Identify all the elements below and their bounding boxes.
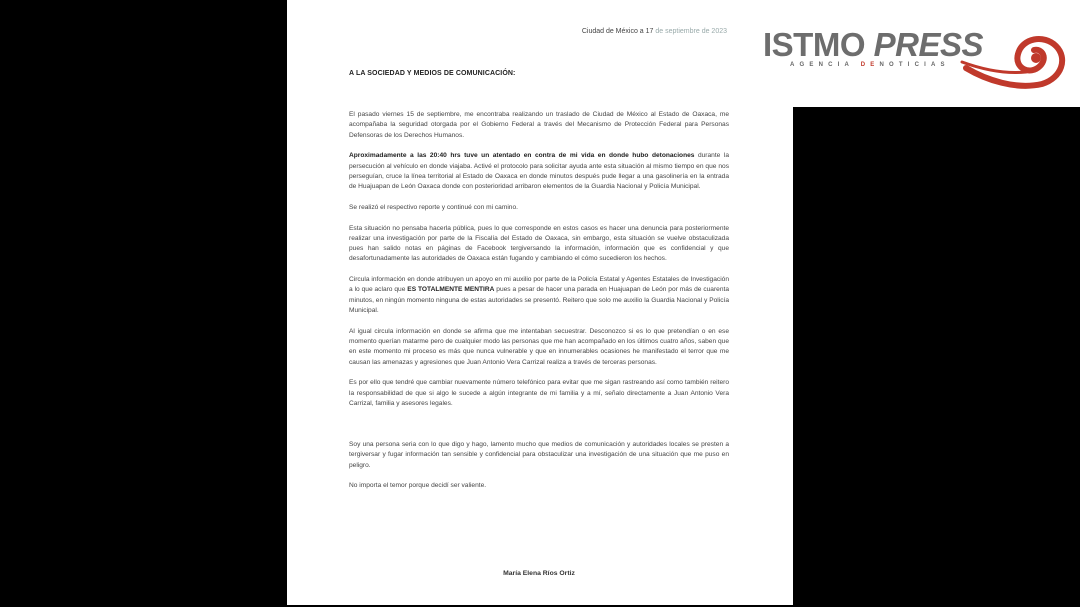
paragraph-8: Soy una persona seria con lo que digo y hago, lamento mucho que medios de comunicación y autoridades locales se presten a tergiversar y fugar información tan sensible y confidencial para obstaculizar una investigación de una situación que me puso en peligro. [349, 441, 729, 469]
letter-heading: A LA SOCIEDAD Y MEDIOS DE COMUNICACIÓN: [349, 70, 516, 77]
letter-page [287, 0, 793, 605]
paragraph-7: Es por ello que tendré que cambiar nuevamente número telefónico para evitar que me sigan rastreando así como también reitero la responsabilidad de que si algo le sucede a algún integrante de mi familia y a mí, señalo directamente a Juan Antonio Vera Carrizal, familia y asesores legales. [349, 379, 729, 407]
spiral-logo-icon [956, 18, 1072, 102]
paragraph-5: Circula información en donde atribuyen un apoyo en mi auxilio por parte de la Policía Estatal y Agentes Estatales de Investigación a lo que aclaro que ES TOTALMENTE MENTIRA pues a pesar de hacer una parada en Huajuapan de León por más de cuarenta minutos, en ningún momento ninguna de estas autoridades se presentó. Reitero que solo me auxilio la Guardia Nacional y Policía Municipal. [349, 276, 730, 315]
paragraph-3: Se realizó el respectivo reporte y continué con mi camino. [349, 203, 518, 211]
paragraph-4: Esta situación no pensaba hacerla pública, pues lo que corresponde en estos casos es hacer una denuncia para posteriormente realizar una investigación por parte de la Fiscalía del Estado de Oaxaca, sin embargo, esta situación se vuelve obstaculizada pues han salido notas en páginas de Facebook tergiversando la información, información que es confidencial y que desafortunadamente las autoridades de Oaxaca están fugando y cambiando el cómo sucedieron los hechos. [349, 224, 729, 263]
paragraph-9: No importa el temor porque decidí ser valiente. [349, 482, 487, 490]
logo-tagline: AGENCIA DENOTICIAS [790, 62, 950, 68]
watermark-logo [763, 0, 1080, 107]
paragraph-2: Aproximadamente a las 20:40 hrs tuve un atentado en contra de mi vida en donde hubo detonaciones durante la persecución al vehículo en donde viajaba. Activé el protocolo para solicitar ayuda ante esta situación al mismo tiempo en que nos perseguían, cruce la línea territorial al Estado de Oaxaca en donde minutos después pude llegar a una gasolinería en la entrada de Huajuapan de León Oaxaca donde con posterioridad arribaron elementos de la Guardia Nacional y Policía Municipal. [349, 152, 729, 191]
letter-body [349, 110, 729, 502]
letter-date: Ciudad de México a 17 de septiembre de 2023 [581, 28, 727, 35]
paragraph-6: Al igual circula información en donde se afirma que me intentaban secuestrar. Desconozco si es lo que pretendían o en ese momento querían matarme pero de cualquier modo las personas que me han acompañado en los últimos cuatro años, saben que en este momento mi proceso es más que nunca vulnerable y que en innumerables ocasiones he manifestado el terror que me causan las amenazas y agresiones que Juan Antonio Vera Carrizal realiza a través de terceras personas. [349, 327, 729, 366]
signature: María Elena Ríos Ortiz [503, 570, 575, 577]
logo-wordmark: ISTMO PRESS [763, 26, 984, 63]
paragraph-1: El pasado viernes 15 de septiembre, me encontraba realizando un traslado de Ciudad de México al Estado de Oaxaca, me acompañaba la seguridad otorgada por el Gobierno Federal a través del Mecanismo de Protección Federal para Personas Defensoras de los Derechos Humanos. [349, 111, 729, 139]
